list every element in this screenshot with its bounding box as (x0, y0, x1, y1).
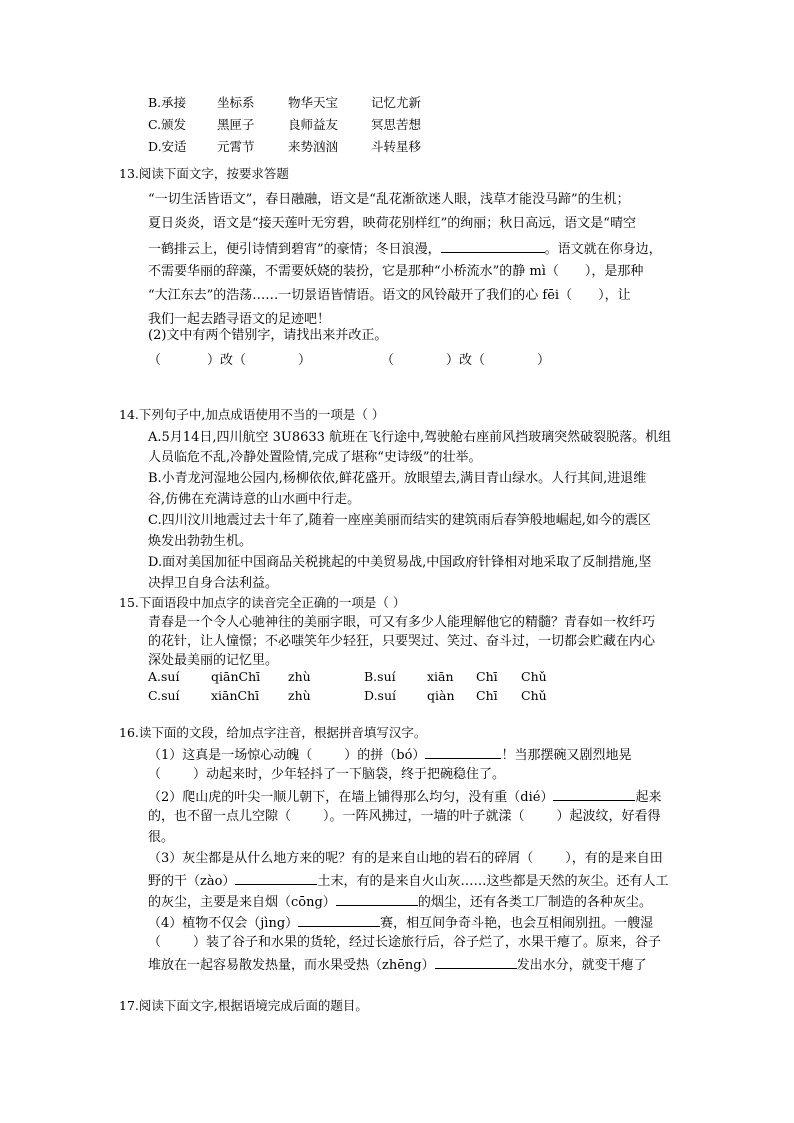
q16-blank-die[interactable] (553, 789, 635, 801)
q13-line-5: “大江东去”的浩荡……一切景语皆情语。语文的风铃敲开了我们的心 fēi（ ），让 (148, 288, 631, 303)
q13-line-2: 夏日炎炎，语文是“接天莲叶无穷碧，映荷花别样红”的绚丽；秋日高远，语文是“晴空 (148, 216, 636, 231)
q13-fix-2: （ ）改（ ） (381, 353, 551, 368)
q16-line-6: （3）灰尘都是从什么地方来的呢？有的是来自山地的岩石的碎屑（ ），有的是来自田 (148, 851, 663, 866)
q13-line-6: 我们一起去踏寻语文的足迹吧！ (148, 312, 331, 327)
q16-line-3: （2）爬山虎的叶尖一顺儿朝下，在墙上铺得那么均匀，没有重（dié） 起来 (148, 790, 662, 805)
q14-option-b-line-2: 谷,仿佛在充满诗意的山水画中行走。 (148, 492, 361, 507)
q14-option-d-line-2: 决捍卫自身合法利益。 (148, 576, 279, 591)
q14-option-b-line-1: B.小青龙河湿地公园内,杨柳依依,鲜花盛开。放眼望去,满目青山绿水。人行其间,进退维 (148, 471, 647, 486)
q16-line-1: （1）这真是一场惊心动魄（ ）的拼（bó） ！当那摆碗又剧烈地晃 (148, 748, 632, 763)
q12-option-c: C.颁发 黑匣子 良师益友 冥思苦想 (148, 117, 422, 132)
q14-title: 14.下列句子中,加点成语使用不当的一项是（ ） (119, 407, 385, 422)
q14-option-a-line-1: A.5月14日,四川航空 3U8633 航班在飞行途中,驾驶舱右座前风挡玻璃突然破裂脱落。机组 (148, 430, 672, 445)
q16-blank-zao[interactable] (235, 873, 317, 885)
q16-line-8: 的灰尘，主要是来自烟（cōng） 的烟尘，还有各类工厂制造的各种灰尘。 (148, 895, 652, 910)
q16-title: 16.读下面的文段，给加点字注音，根据拼音填写汉字。 (119, 725, 427, 740)
q14-option-c-line-2: 焕发出勃勃生机。 (148, 534, 253, 549)
q15-option-a: A.suí qiānChī zhù (148, 669, 311, 684)
q16-blank-bo[interactable] (425, 747, 501, 759)
q13-line-1: “一切生活皆语文”，春日融融，语文是“乱花渐欲迷人眼，浅草才能没马蹄”的生机； (148, 192, 630, 207)
q15-option-c: C.suí xiānChī zhù (148, 688, 311, 703)
q16-line-10: （ ）装了谷子和水果的货轮，经过长途旅行后，谷子烂了，水果干瘪了。原来，谷子 (148, 935, 662, 950)
q16-line-11: 堆放在一起容易散发热量，而水果受热（zhēng） 发出水分，就变干瘪了 (148, 958, 647, 973)
q13-fix-1: （ ）改（ ） (148, 353, 312, 368)
q15-option-d: D.suí qiàn Chī Chǔ (364, 688, 547, 703)
q15-passage-line-3: 深处最美丽的记忆里。 (148, 653, 279, 668)
q16-line-5: 很。 (148, 830, 175, 845)
q16-line-9: （4）植物不仅会（jìng） 赛，相互间争奇斗艳，也会互相闹别扭。一艘湿 (148, 916, 654, 931)
q14-option-a-line-2: 人员临危不乱,冷静处置险情,完成了堪称“史诗级”的壮举。 (148, 450, 482, 465)
q16-blank-cong[interactable] (336, 894, 418, 906)
q16-line-7: 野的干（zào） 土末，有的是来自火山灰……这些都是天然的灰尘。还有人工 (148, 874, 669, 889)
q17-title: 17.阅读下面文字,根据语境完成后面的题目。 (119, 998, 368, 1013)
q14-option-d-line-1: D.面对美国加征中国商品关税挑起的中美贸易战,中国政府针锋相对地采取了反制措施,坚 (148, 555, 652, 570)
q13-title: 13.阅读下面文字，按要求答题 (119, 166, 289, 181)
q14-option-c-line-1: C.四川汶川地震过去十年了,随着一座座美丽而结实的建筑雨后春笋般地崛起,如今的震区 (148, 513, 651, 528)
q16-blank-jing[interactable] (298, 915, 380, 927)
q12-option-d: D.安适 元霄节 来势汹汹 斗转星移 (148, 139, 422, 154)
q12-option-b: B.承接 坐标系 物华天宝 记忆尤新 (148, 95, 422, 110)
q13-subquestion-2: (2)文中有两个错别字，请找出来并改正。 (148, 328, 388, 343)
q15-passage-line-2: 的花针，让人憧憬；不必嗤笑年少轻狂，只要哭过、笑过、奋斗过，一切都会贮藏在内心 (148, 634, 656, 649)
q16-line-4: 的，也不留一点儿空隙（ ）。一阵风拂过，一墙的叶子就漾（ ）起波纹，好看得 (148, 809, 661, 824)
q15-title: 15.下面语段中加点字的读音完全正确的一项是（ ） (119, 595, 406, 610)
q16-blank-zheng[interactable] (435, 957, 517, 969)
q15-passage-line-1: 青春是一个令人心驰神往的美丽字眼，可又有多少人能理解他它的精髓？青春如一枚纤巧 (148, 615, 656, 630)
q16-line-2: （ ）动起来时，少年轻抖了一下脑袋，终于把碗稳住了。 (148, 767, 506, 782)
q15-option-b: B.suí xiān Chī Chǔ (364, 669, 547, 684)
q13-line-4: 不需要华丽的辞藻，不需要妖娆的装扮，它是那种“小桥流水”的静 mì（ ），是那种 (148, 264, 644, 279)
q13-blank-winter[interactable] (441, 241, 545, 253)
q13-line-3: 一鹤排云上，便引诗情到碧宵”的豪情；冬日浪漫， 。语文就在你身边， (148, 242, 662, 257)
